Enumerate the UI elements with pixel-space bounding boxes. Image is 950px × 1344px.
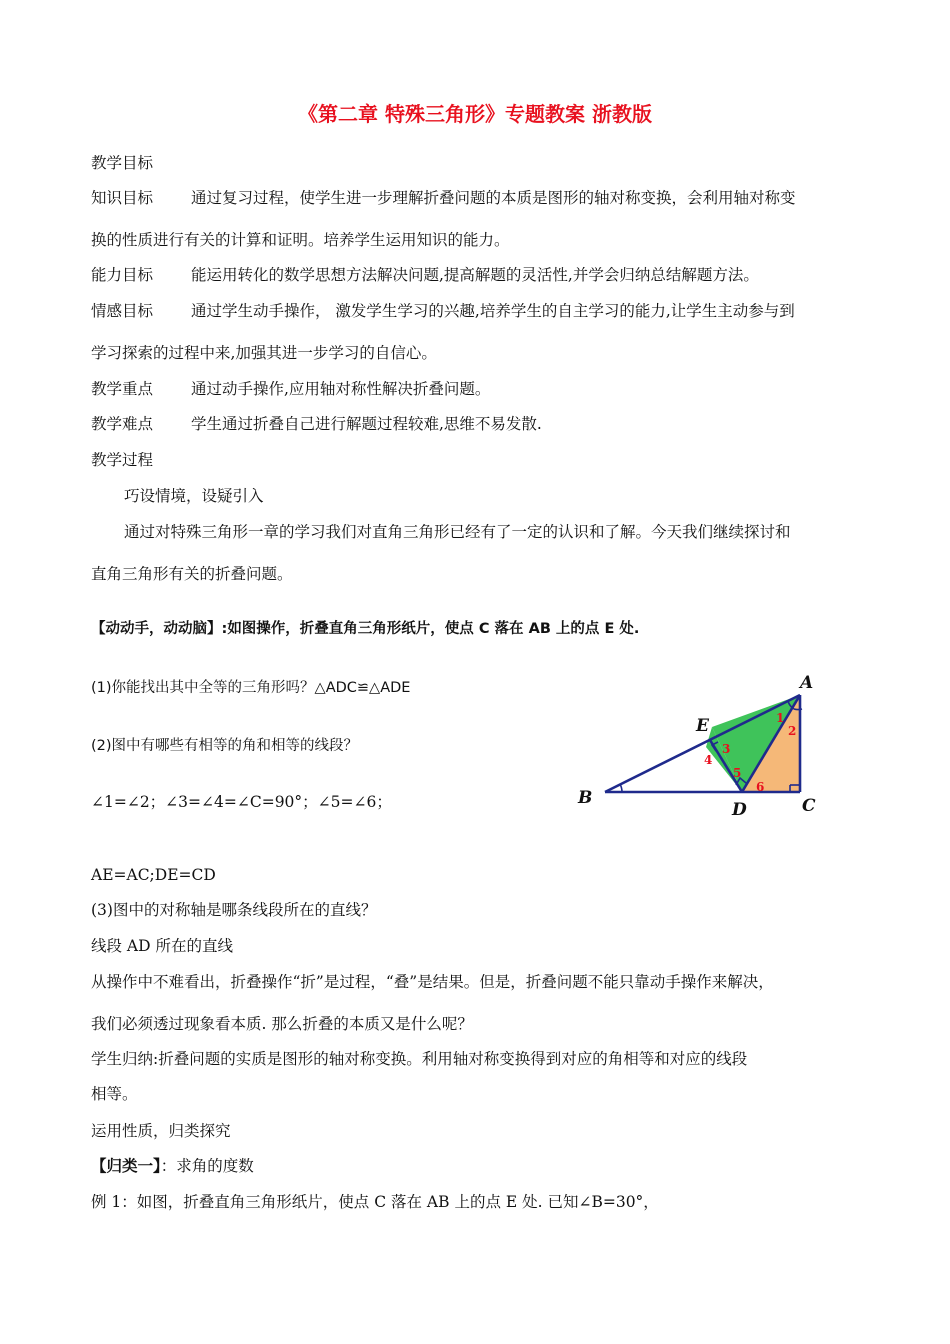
ability-goal-label: 能力目标 [91, 266, 154, 284]
answer-3: 线段 AD 所在的直线 [91, 937, 233, 955]
category-line [91, 1156, 254, 1176]
angle-label-6: 6 [756, 780, 765, 794]
emotion-goal-text-line2: 学习探索的过程中来,加强其进一步学习的自信心。 [91, 344, 437, 362]
angle-label-3: 3 [722, 742, 731, 756]
question-3: (3)图中的对称轴是哪条线段所在的直线？ [91, 901, 377, 919]
emotion-goal [91, 301, 795, 321]
process-heading: 教学过程 [91, 451, 154, 469]
example-1: 例 1：如图，折叠直角三角形纸片，使点 C 落在 AB 上的点 E 处. 已知∠B=30°， [91, 1193, 659, 1211]
intro-text-line2: 直角三角形有关的折叠问题。 [91, 565, 293, 583]
knowledge-goal-label: 知识目标 [91, 189, 154, 207]
angle-label-5: 5 [733, 766, 742, 780]
answer-angles: ∠1=∠2；∠3=∠4=∠C=90°；∠5=∠6； [91, 793, 392, 811]
category-label: 【归类一】 [91, 1156, 161, 1175]
intro-heading: 巧设情境，设疑引入 [124, 487, 264, 505]
page-title: 《第二章 特殊三角形》专题教案 浙教版 [298, 102, 652, 126]
body-p2-line2: 相等。 [91, 1085, 138, 1103]
question-1: (1)你能找出其中全等的三角形吗？△ADC≌△ADE [91, 680, 411, 696]
point-label-d: D [732, 800, 747, 820]
ability-goal-text: 能运用转化的数学思想方法解决问题,提高解题的灵活性,并学会归纳总结解题方法。 [191, 266, 759, 284]
point-label-e: E [696, 716, 709, 736]
key-point [91, 379, 490, 399]
activity-text: 如图操作，折叠直角三角形纸片，使点 C 落在 AB 上的点 E 处. [227, 621, 640, 637]
angle-label-2: 2 [788, 724, 797, 738]
emotion-goal-text: 通过学生动手操作， 激发学生学习的兴趣,培养学生的自主学习的能力,让学生主动参与到 [191, 302, 795, 320]
question-2: (2)图中有哪些有相等的角和相等的线段？ [91, 738, 359, 754]
category-text: ：求角的度数 [160, 1157, 254, 1175]
ability-goal [91, 265, 759, 285]
section-heading: 运用性质，归类探究 [91, 1122, 231, 1140]
knowledge-goal-text: 通过复习过程，使学生进一步理解折叠问题的本质是图形的轴对称变换，会利用轴对称变 [191, 189, 796, 207]
knowledge-goal-text-line2: 换的性质进行有关的计算和证明。培养学生运用知识的能力。 [91, 231, 510, 249]
activity-label: 【动动手，动动脑】: [91, 621, 228, 637]
point-label-a: A [800, 673, 814, 693]
triangle-figure [570, 665, 830, 825]
key-point-label: 教学重点 [91, 380, 154, 398]
intro-text-line1: 通过对特殊三角形一章的学习我们对直角三角形已经有了一定的认识和了解。今天我们继续探讨和 [124, 523, 791, 541]
key-point-text: 通过动手操作,应用轴对称性解决折叠问题。 [191, 380, 491, 398]
difficulty-point-label: 教学难点 [91, 415, 154, 433]
knowledge-goal [91, 188, 796, 208]
difficulty-point [91, 414, 542, 434]
difficulty-point-text: 学生通过折叠自己进行解题过程较难,思维不易发散. [191, 415, 542, 433]
body-p1-line1: 从操作中不难看出，折叠操作“折”是过程，“叠”是结果。但是，折叠问题不能只靠动手操作来解决， [91, 973, 774, 991]
angle-label-1: 1 [776, 711, 785, 725]
point-label-c: C [802, 796, 816, 816]
body-p2-line1: 学生归纳:折叠问题的实质是图形的轴对称变换。利用轴对称变换得到对应的角相等和对应的线段 [91, 1050, 748, 1068]
activity-line [91, 617, 639, 638]
point-label-b: B [578, 788, 593, 808]
goals-heading: 教学目标 [91, 154, 154, 172]
emotion-goal-label: 情感目标 [91, 302, 154, 320]
angle-label-4: 4 [704, 753, 713, 767]
answer-segments: AE=AC;DE=CD [91, 866, 216, 884]
body-p1-line2: 我们必须透过现象看本质. 那么折叠的本质又是什么呢？ [91, 1015, 473, 1033]
